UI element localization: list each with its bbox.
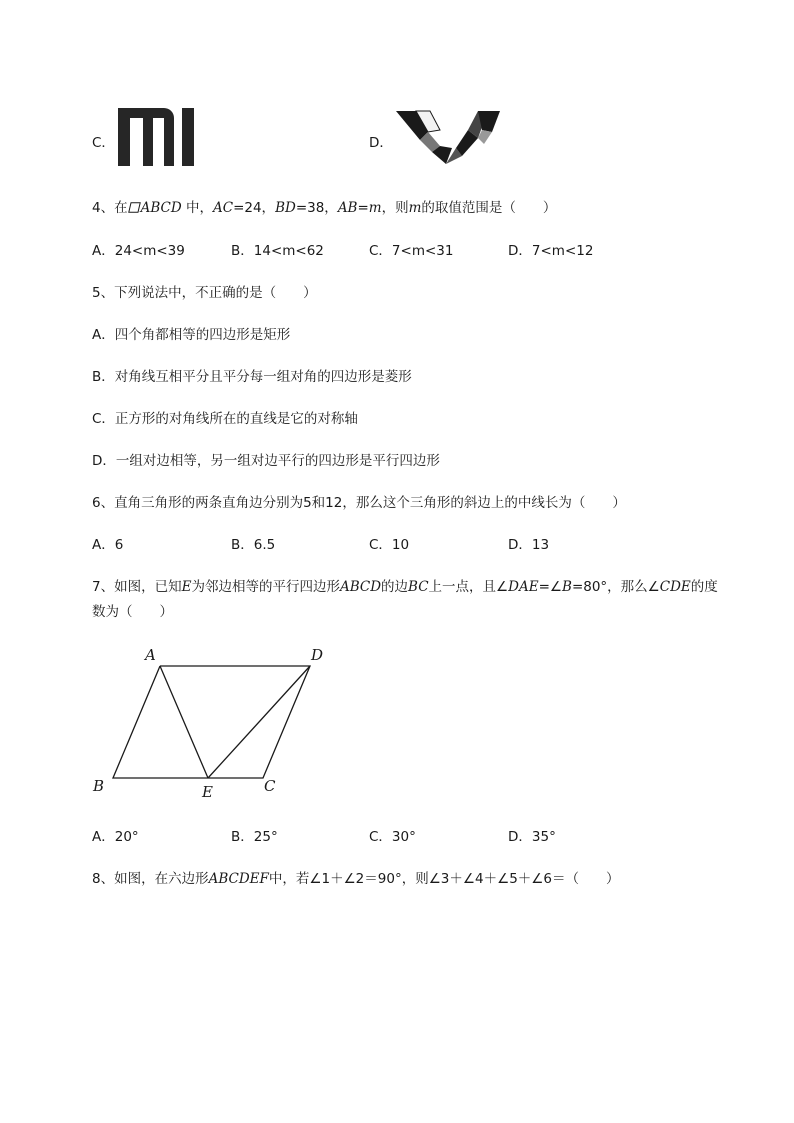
q5-stem: 5、下列说法中，不正确的是（ ） [92, 285, 317, 301]
q4-option-b[interactable]: B．14<m<62 [231, 243, 324, 259]
q4-stem: 4、在 ABCD 中，AC=24，BD=38，AB=m，则m的取值范围是（ ） [92, 200, 557, 216]
q7-stem-line1: 7、如图，已知E为邻边相等的平行四边形ABCD的边BC上一点，且∠DAE=∠B=80°，那么∠CDE的度 [92, 579, 718, 595]
vertex-label-b: B [93, 777, 105, 795]
q4-option-a[interactable]: A．24<m<39 [92, 243, 185, 259]
q4-option-c[interactable]: C．7<m<31 [369, 243, 454, 259]
q8-stem: 8、如图，在六边形ABCDEF中，若∠1＋∠2＝90°，则∠3＋∠4＋∠5＋∠6＝（ ） [92, 871, 620, 887]
q6-option-d[interactable]: D．13 [508, 537, 550, 553]
vertex-label-c: C [264, 777, 276, 795]
q7-option-c[interactable]: C．30° [369, 829, 416, 845]
q5-option-b[interactable]: B．对角线互相平分且平分每一组对角的四边形是菱形 [92, 369, 412, 385]
q5-option-d[interactable]: D．一组对边相等，另一组对边平行的四边形是平行四边形 [92, 453, 440, 469]
vertex-label-d: D [311, 646, 324, 664]
segment-ae [160, 666, 208, 778]
q3-option-d-label: D． [369, 135, 393, 151]
vertex-label-a: A [145, 646, 156, 664]
segment-de [208, 666, 310, 778]
q6-option-b[interactable]: B．6.5 [231, 537, 276, 553]
q7-option-a[interactable]: A．20° [92, 829, 139, 845]
q7-stem-line2: 数为（ ） [92, 604, 173, 620]
q3-option-c-label: C． [92, 135, 115, 151]
q6-option-a[interactable]: A．6 [92, 537, 124, 553]
q5-option-a[interactable]: A．四个角都相等的四边形是矩形 [92, 327, 291, 343]
parallelogram-figure [88, 642, 338, 802]
vertex-label-e: E [202, 783, 213, 801]
q7-option-d[interactable]: D．35° [508, 829, 556, 845]
q7-option-b[interactable]: B．25° [231, 829, 278, 845]
q6-option-c[interactable]: C．10 [369, 537, 410, 553]
figure-outline [113, 666, 310, 778]
mi-logo-image [118, 108, 196, 166]
q5-option-c[interactable]: C．正方形的对角线所在的直线是它的对称轴 [92, 411, 358, 427]
q4-option-d[interactable]: D．7<m<12 [508, 243, 594, 259]
q6-stem: 6、直角三角形的两条直角边分别为5和12，那么这个三角形的斜边上的中线长为（ ） [92, 495, 626, 511]
parallelogram-symbol-icon [128, 200, 141, 211]
w-logo-image [396, 108, 502, 168]
